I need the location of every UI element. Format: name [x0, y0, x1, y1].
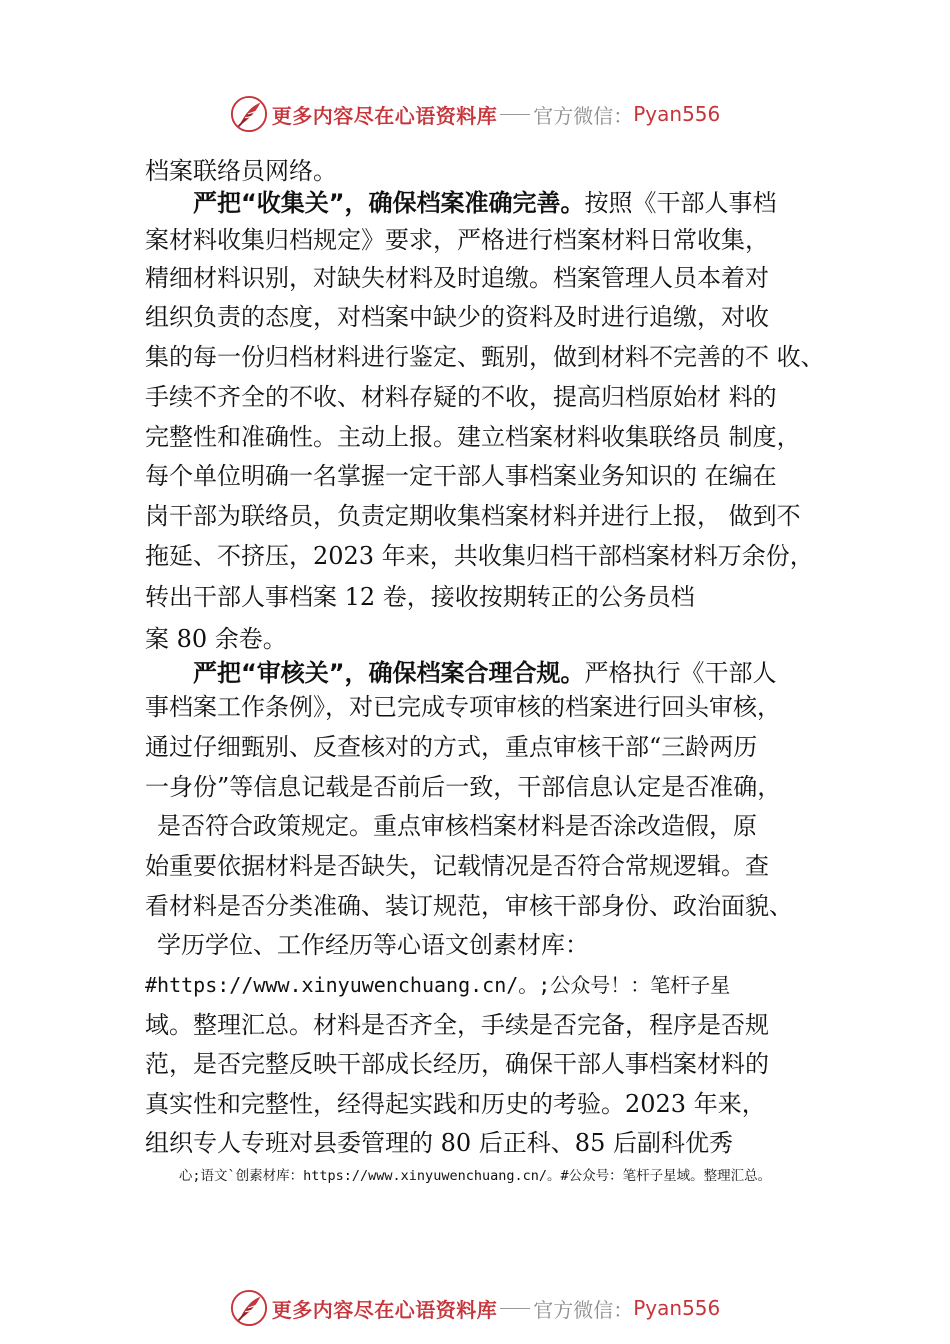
watermark-separator: [500, 1308, 530, 1309]
body-line: 转出干部人事档案 12 卷，接收按期转正的公务员档: [145, 583, 695, 611]
body-line: 通过仔细甄别、反查核对的方式，重点审核干部“三龄两历: [145, 733, 758, 761]
body-line: 手续不齐全的不收、材料存疑的不收，提高归档原始材 料的: [145, 383, 777, 411]
body-line: 真实性和完整性，经得起实践和历史的考验。2023 年来，: [145, 1090, 766, 1118]
watermark-main-text: 更多内容尽在心语资料库: [271, 1297, 498, 1322]
section-heading-line: [193, 658, 777, 688]
feather-quill-logo-icon: [230, 95, 268, 133]
body-line: 档案联络员网络。: [145, 157, 337, 185]
body-line-url: #https://www.xinyuwenchuang.cn/。;公众号！：笔杆子星: [145, 973, 731, 997]
top-watermark-banner: [0, 94, 950, 134]
body-line: 岗干部为联络员，负责定期收集档案材料并进行上报， 做到不: [145, 502, 801, 530]
bottom-watermark-banner: [0, 1288, 950, 1328]
body-line: 案 80 余卷。: [145, 625, 287, 653]
body-line: 组织专人专班对县委管理的 80 后正科、85 后副科优秀: [145, 1129, 733, 1157]
body-line: 精细材料识别，对缺失材料及时追缴。档案管理人员本着对: [145, 264, 769, 292]
body-text: 按照《干部人事档: [584, 189, 777, 217]
body-line: 看材料是否分类准确、装订规范，审核干部身份、政治面貌、: [145, 892, 793, 920]
watermark-handle: Pyan556: [633, 1296, 721, 1320]
body-line: 域。整理汇总。材料是否齐全，手续是否完备，程序是否规: [145, 1011, 769, 1039]
body-line: 始重要依据材料是否缺失，记载情况是否符合常规逻辑。查: [145, 852, 769, 880]
footer-note: 心;语文`创素材库：https://www.xinyuwenchuang.cn/。#公众号：笔杆子星域。整理汇总。: [178, 1168, 772, 1184]
feather-quill-logo-icon: [230, 1289, 268, 1327]
watermark-main-text: 更多内容尽在心语资料库: [271, 103, 498, 128]
body-line: 一身份”等信息记载是否前后一致，干部信息认定是否准确，: [145, 773, 782, 801]
body-line: 每个单位明确一名掌握一定干部人事档案业务知识的 在编在: [145, 462, 777, 490]
body-line: 范，是否完整反映干部成长经历，确保干部人事档案材料的: [145, 1050, 769, 1078]
body-line: 事档案工作条例》，对已完成专项审核的档案进行回头审核，: [145, 693, 781, 721]
section-heading-review: 严把“审核关”，确保档案合理合规。: [193, 659, 585, 687]
body-line: 组织负责的态度，对档案中缺少的资料及时进行追缴，对收: [145, 303, 769, 331]
body-line: 是否符合政策规定。重点审核档案材料是否涂改造假，原: [157, 812, 757, 840]
body-text: 严格执行《干部人: [584, 659, 777, 687]
watermark-separator: [500, 114, 530, 115]
watermark-handle: Pyan556: [633, 102, 721, 126]
body-line: 学历学位、工作经历等心语文创素材库：: [157, 931, 589, 959]
section-heading-line: [193, 188, 777, 218]
watermark-sub-text: 官方微信：: [533, 103, 634, 128]
body-line: 完整性和准确性。主动上报。建立档案材料收集联络员 制度，: [145, 423, 801, 451]
section-heading-collect: 严把“收集关”，确保档案准确完善。: [193, 189, 585, 217]
body-line: 案材料收集归档规定》要求，严格进行档案材料日常收集，: [145, 226, 769, 254]
body-line: 集的每一份归档材料进行鉴定、甄别，做到材料不完善的不 收、: [145, 343, 825, 371]
body-line: 拖延、不挤压，2023 年来，共收集归档干部档案材料万余份，: [145, 542, 814, 570]
watermark-sub-text: 官方微信：: [533, 1297, 634, 1322]
